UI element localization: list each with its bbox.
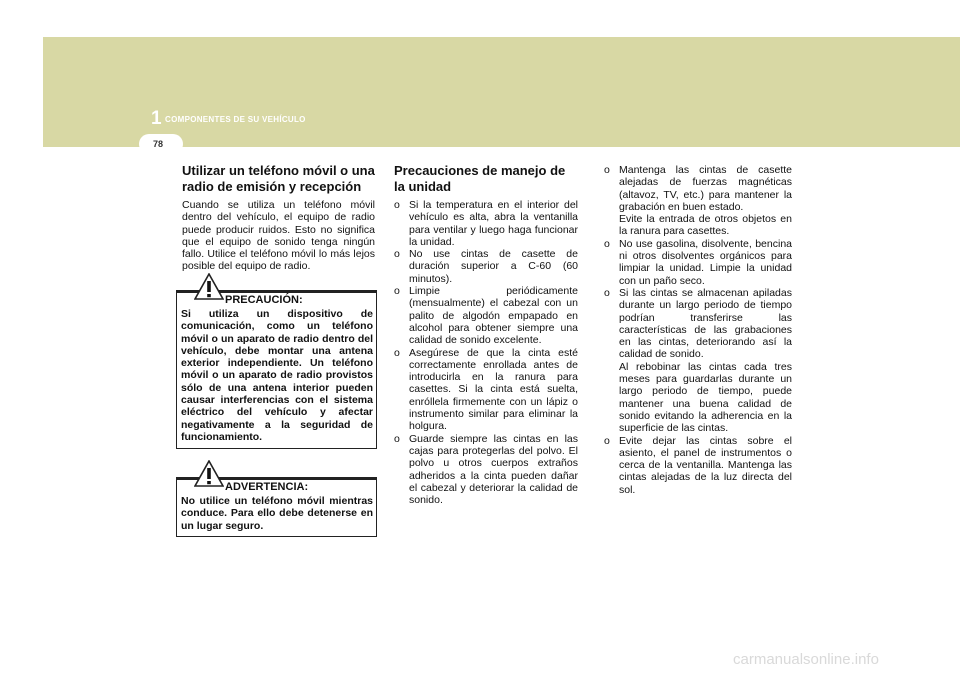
list-item bbox=[394, 433, 578, 507]
page-number: 78 bbox=[153, 139, 164, 149]
list-item bbox=[604, 287, 792, 435]
warning-exclamation-icon bbox=[194, 273, 224, 300]
list-item bbox=[604, 238, 792, 287]
list-item bbox=[394, 347, 578, 433]
list-item-text: No use gasolina, disolvente, bencina ni otros disolventes orgánicos para limpiar la unidad. Limpie la unidad con un paño seco. bbox=[619, 237, 792, 287]
section-heading-handling: Precauciones de manejo de la unidad bbox=[394, 163, 566, 194]
header-band bbox=[43, 37, 960, 147]
caution-box bbox=[176, 290, 377, 449]
list-item-extra: Evite la entrada de otros objetos en la ranura para casettes. bbox=[619, 213, 792, 238]
chapter-number: 1 bbox=[151, 108, 162, 129]
chapter-title: COMPONENTES DE SU VEHÍCULO bbox=[165, 115, 306, 124]
bullet-marker: o bbox=[394, 346, 400, 359]
bullet-marker: o bbox=[604, 434, 610, 447]
warning-box bbox=[176, 477, 377, 537]
column-cassette-care bbox=[604, 164, 792, 496]
cassette-care-list bbox=[604, 164, 792, 496]
list-item-text: Si las cintas se almacenan apiladas durante un largo periodo de tiempo podrían transferirse las características de las grabaciones en las cintas, deteriorando así la calidad de sonido. bbox=[619, 286, 792, 361]
bullet-marker: o bbox=[604, 164, 610, 176]
list-item-text: Evite dejar las cintas sobre el asiento, el panel de instrumentos o cerca de la ventanilla. Mantenga las cintas alejadas de la luz directa del sol. bbox=[619, 434, 792, 496]
warning-title: ADVERTENCIA: bbox=[225, 481, 309, 493]
list-item bbox=[604, 435, 792, 496]
warning-text: No utilice un teléfono móvil mientras conduce. Para ello debe detenerse en un lugar seguro. bbox=[181, 495, 373, 532]
bullet-marker: o bbox=[394, 199, 400, 211]
column-mobile-phone bbox=[182, 163, 375, 273]
bullet-marker: o bbox=[604, 237, 610, 250]
bullet-marker: o bbox=[394, 285, 400, 298]
handling-list bbox=[394, 199, 578, 506]
list-item-text: No use cintas de casette de duración superior a C-60 (60 minutos). bbox=[409, 248, 578, 285]
section-heading-mobile-phone: Utilizar un teléfono móvil o una radio de emisión y recepción bbox=[182, 163, 375, 194]
list-item bbox=[604, 164, 792, 238]
column-handling-precautions bbox=[394, 163, 578, 506]
warning-exclamation-icon bbox=[194, 460, 224, 487]
caution-text: Si utiliza un dispositivo de comunicación, como un teléfono móvil o un aparato de radio dentro del vehículo, debe montar una antena exterior independiente. Un teléfono móvil o un aparato de radio provistos sólo de una antena interior pueden causar interferencias con el sistema eléctrico del vehículo y afectar negativamente a la seguridad de funcionamiento. bbox=[181, 308, 373, 443]
list-item bbox=[394, 248, 578, 285]
footer-watermark: carmanualsonline.info bbox=[733, 651, 879, 668]
list-item-text: Si la temperatura en el interior del vehículo es alta, abra la ventanilla para ventilar y luego haga funcionar la unidad. bbox=[409, 199, 578, 248]
bullet-marker: o bbox=[394, 248, 400, 261]
caution-title: PRECAUCIÓN: bbox=[225, 294, 303, 306]
list-item bbox=[394, 199, 578, 248]
list-item bbox=[394, 285, 578, 346]
list-item-text: Asegúrese de que la cinta esté correctamente enrollada antes de introducirla en la ranura para casettes. Si la cinta está suelta, enróllela firmemente con un lápiz o instrumento similar para eliminar la holgura. bbox=[409, 346, 578, 433]
bullet-marker: o bbox=[394, 432, 400, 445]
list-item-text: Mantenga las cintas de casette alejadas de fuerzas magnéticas (altavoz, TV, etc.) para mantener la grabación en buen estado. bbox=[619, 164, 792, 213]
list-item-text: Guarde siempre las cintas en las cajas para protegerlas del polvo. El polvo u otros cuerpos extraños adheridos a la cinta pueden dañar el cabezal y deteriorar la calidad de sonido. bbox=[409, 432, 578, 507]
list-item-text: Limpie periódicamente (mensualmente) el cabezal con un palito de algodón empapado en alcohol para obtener siempre una calidad de sonido excelente. bbox=[409, 285, 578, 347]
list-item-extra: Al rebobinar las cintas cada tres meses para guardarlas durante un largo periodo de tiempo, puede mantener una buena calidad de sonido evitando la adherencia en la superficie de las cintas. bbox=[619, 360, 792, 435]
mobile-phone-paragraph: Cuando se utiliza un teléfono móvil dentro del vehículo, el equipo de radio puede producir ruidos. Esto no significa que el equipo de sonido tenga ningún fallo. Utilice el teléfono móvil lo más lejos posible del equipo de radio. bbox=[182, 199, 375, 273]
bullet-marker: o bbox=[604, 286, 610, 299]
